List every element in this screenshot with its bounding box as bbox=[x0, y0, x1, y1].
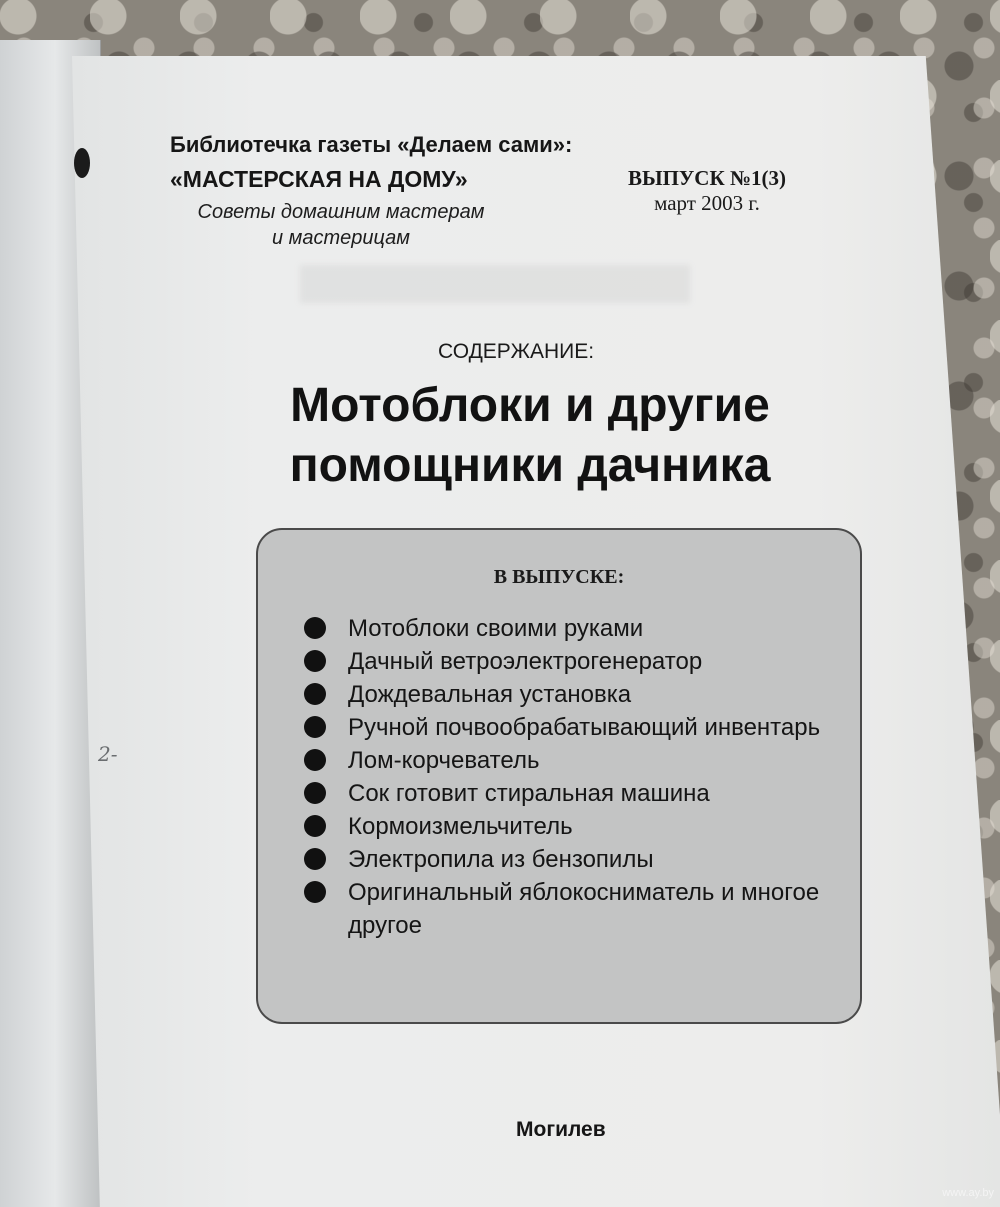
contents-box bbox=[256, 528, 862, 1024]
bullet-icon bbox=[304, 848, 326, 870]
watermark: www.ay.by bbox=[942, 1187, 994, 1199]
list-item-label: Лом-корчеватель bbox=[348, 747, 540, 774]
issue-number: ВЫПУСК №1(3) bbox=[627, 166, 787, 190]
list-item-label: Дождевальная установка bbox=[348, 681, 632, 708]
list-item bbox=[304, 810, 844, 843]
contents-list bbox=[304, 612, 844, 942]
bullet-icon bbox=[304, 617, 326, 639]
list-item-label: Электропила из бензопилы bbox=[348, 846, 654, 873]
list-item bbox=[304, 876, 844, 942]
list-item-label: Дачный ветроэлектрогенератор bbox=[348, 648, 703, 675]
list-item bbox=[304, 678, 844, 711]
list-item bbox=[304, 777, 844, 810]
list-item bbox=[304, 645, 844, 678]
show-through-text bbox=[300, 265, 690, 303]
bullet-icon bbox=[304, 650, 326, 672]
list-item-label: Оригинальный яблокосниматель и многое другое bbox=[348, 879, 820, 939]
series-title: Библиотечка газеты «Делаем сами»: bbox=[170, 132, 573, 157]
bullet-icon bbox=[304, 815, 326, 837]
bullet-icon bbox=[304, 782, 326, 804]
bullet-icon bbox=[304, 716, 326, 738]
list-item bbox=[304, 612, 844, 645]
issue-info bbox=[602, 166, 812, 216]
list-item bbox=[304, 843, 844, 876]
list-item bbox=[304, 744, 844, 777]
list-item-label: Сок готовит стиральная машина bbox=[348, 780, 710, 807]
contents-box-title: В ВЫПУСКЕ: bbox=[493, 566, 625, 588]
main-title: Мотоблоки и другие помощники дачника bbox=[289, 379, 771, 492]
binding-mark bbox=[74, 148, 90, 178]
list-item bbox=[304, 711, 844, 744]
bullet-icon bbox=[304, 881, 326, 903]
issue-date: март 2003 г. bbox=[654, 191, 760, 215]
contents-label: СОДЕРЖАНИЕ: bbox=[438, 340, 595, 363]
list-item-label: Ручной почвообрабатывающий инвентарь bbox=[348, 714, 821, 741]
list-item-label: Кормоизмельчитель bbox=[348, 813, 573, 840]
publication-tagline: Советы домашним мастерам и мастерицам bbox=[197, 201, 485, 249]
bullet-icon bbox=[304, 683, 326, 705]
publication-name: «МАСТЕРСКАЯ НА ДОМУ» bbox=[170, 166, 468, 192]
publication-city: Могилев bbox=[516, 1118, 606, 1141]
pencil-annotation: 2- bbox=[98, 742, 118, 766]
bullet-icon bbox=[304, 749, 326, 771]
list-item-label: Мотоблоки своими руками bbox=[348, 615, 644, 642]
